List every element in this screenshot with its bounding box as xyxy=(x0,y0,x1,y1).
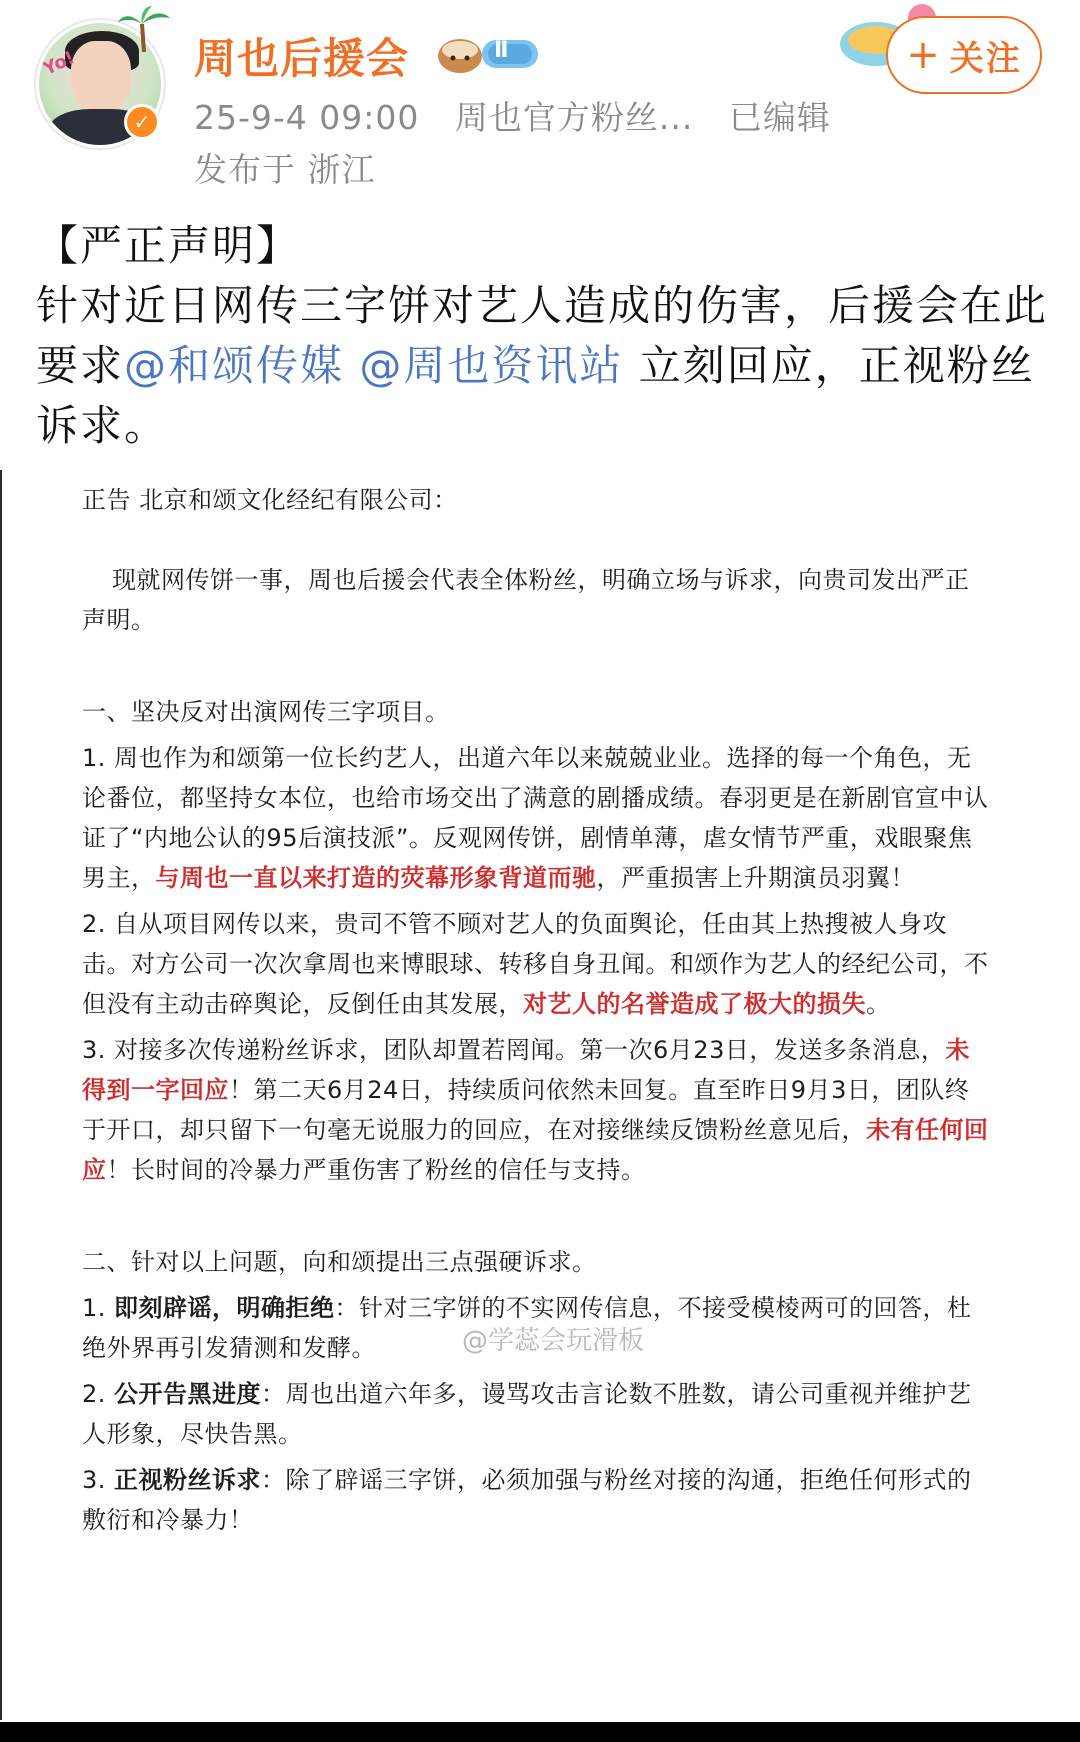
demand-3-text: ：除了辟谣三字饼，必须加强与粉丝对接的沟通，拒绝任何形式的敷衍和冷暴力！ xyxy=(82,1466,972,1534)
post-text-lead: 针对近日网传三字饼对艺人造成的伤害，后援会在此要求 xyxy=(36,281,1049,390)
statement-image[interactable] xyxy=(0,470,1080,1720)
intro-paragraph: 现就网传饼一事，周也后援会代表全体粉丝，明确立场与诉求，向贵司发出严正声明。 xyxy=(82,566,970,634)
point-3 xyxy=(82,1030,992,1190)
point-2-text: 2. 自从项目网传以来，贵司不管不顾对艺人的负面舆论，任由其上热搜被人身攻击。对方公司一次次拿周也来博眼球、转移自身丑闻。和颂作为艺人的经纪公司，不但没有主动击碎舆论，反倒任由其发展， xyxy=(82,910,989,1018)
demand-3 xyxy=(82,1460,992,1540)
point-3-highlight-1: 未得到一字回应 xyxy=(82,1036,970,1104)
demand-1-heading: 即刻辟谣，明确拒绝 xyxy=(114,1294,335,1322)
post-location: 发布于 浙江 xyxy=(194,150,376,189)
post-title: 【严正声明】 xyxy=(36,221,301,270)
point-2-end: 。 xyxy=(866,990,891,1018)
point-1-highlight: 与周也一直以来打造的荧幕形象背道而驰 xyxy=(155,864,597,892)
edited-label[interactable]: 已编辑 xyxy=(728,98,831,137)
point-2 xyxy=(82,904,992,1024)
demand-2-heading: 公开告黑进度 xyxy=(114,1380,262,1408)
point-2-highlight: 对艺人的名誉造成了极大的损失 xyxy=(523,990,866,1018)
mention-link-zhouye-news[interactable]: @周也资讯站 xyxy=(359,341,624,390)
demand-1-number: 1. xyxy=(82,1294,115,1322)
demand-3-number: 3. xyxy=(82,1466,115,1494)
fan-level-badge-icon xyxy=(432,28,544,76)
post-text-tail: 立刻回应，正视粉丝诉求。 xyxy=(36,341,1035,450)
section2-title: 二、针对以上问题，向和颂提出三点强硬诉求。 xyxy=(82,1248,597,1276)
statement-text xyxy=(82,480,992,1540)
point-3-highlight-2: 未有任何回应 xyxy=(82,1116,989,1184)
demand-2 xyxy=(82,1374,992,1454)
follow-button[interactable] xyxy=(886,16,1042,94)
avatar-sticker-text: Yo! xyxy=(40,47,78,80)
fan-level-label: Ⅱ xyxy=(494,38,509,63)
post-text xyxy=(36,276,1056,456)
watermark: @学蕊会玩滑板 xyxy=(462,1326,645,1356)
plus-icon: + xyxy=(906,32,942,78)
point-1 xyxy=(82,738,992,898)
demand-2-text: ：周也出道六年多，谩骂攻击言论数不胜数，请公司重视并维护艺人形象，尽快告黑。 xyxy=(82,1380,972,1448)
salutation: 正告 北京和颂文化经纪有限公司： xyxy=(82,486,458,514)
point-3-end: ！长时间的冷暴力严重伤害了粉丝的信任与支持。 xyxy=(106,1156,646,1184)
mention-link-heyong[interactable]: @和颂传媒 xyxy=(124,341,345,390)
demand-3-heading: 正视粉丝诉求 xyxy=(114,1466,262,1494)
section1-title: 一、坚决反对出演网传三字项目。 xyxy=(82,698,450,726)
post-header xyxy=(0,0,1080,200)
point-1-end: ，严重损害上升期演员羽翼！ xyxy=(596,864,915,892)
post-source[interactable]: 周也官方粉丝... xyxy=(454,98,694,137)
username[interactable]: 周也后援会 xyxy=(194,34,410,83)
point-1-text: 1. 周也作为和颂第一位长约艺人，出道六年以来兢兢业业。选择的每一个角色，无论番位，都坚持女本位，也给市场交出了满意的剧播成绩。春羽更是在新剧官宣中认证了“内地公认的95后演技派”。反观网传饼，剧情单薄，虐女情节严重，戏眼聚焦男主， xyxy=(82,744,989,892)
demand-1-text: ：针对三字饼的不实网传信息，不接受模棱两可的回答，杜绝外界再引发猜测和发酵。 xyxy=(82,1294,972,1362)
palm-tree-icon xyxy=(118,6,170,52)
follow-label: 关注 xyxy=(949,38,1022,79)
post-time: 25-9-4 09:00 xyxy=(194,98,420,137)
verified-badge-icon: ✓ xyxy=(124,104,160,140)
post-meta xyxy=(194,92,855,139)
point-3-text: 3. 对接多次传递粉丝诉求，团队却置若罔闻。第一次6月23日，发送多条消息， xyxy=(82,1036,946,1064)
post-body xyxy=(36,216,1056,456)
demand-2-number: 2. xyxy=(82,1380,115,1408)
bottom-edge xyxy=(0,1722,1080,1742)
point-3-middle: ！第二天6月24日，持续质问依然未回复。直至昨日9月3日，团队终于开口，却只留下一句毫无说服力的回应，在对接继续反馈粉丝意见后， xyxy=(82,1076,970,1144)
